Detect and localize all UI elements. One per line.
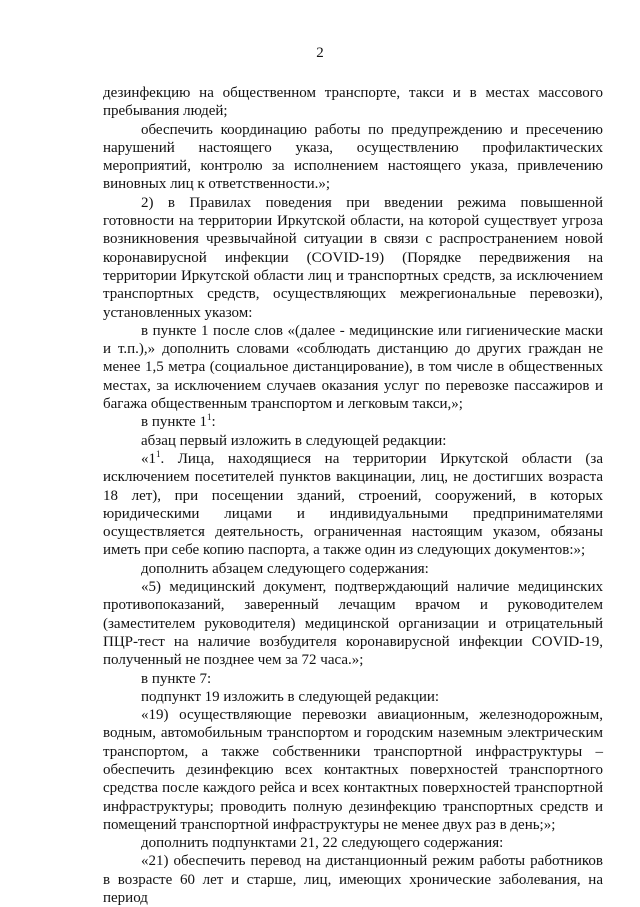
- paragraph: подпункт 19 изложить в следующей редакции:: [141, 688, 440, 705]
- paragraph: обеспечить координацию работы по предупреждению и пресечению нарушений настоящего указа, осуществлению профилактических мероприятий, контролю за исполнением настоящего указа, привлечению виновных лиц к ответственности.»;: [103, 121, 603, 193]
- paragraph: [103, 450, 603, 560]
- paragraph: дезинфекцию на общественном транспорте, такси и в местах массового пребывания людей;: [103, 85, 603, 120]
- superscript: 1: [156, 448, 161, 459]
- paragraph-text: «1: [141, 450, 156, 467]
- page-number: 2: [316, 45, 324, 61]
- paragraph: дополнить абзацем следующего содержания:: [141, 560, 429, 577]
- paragraph: «19) осуществляющие перевозки авиационным, железнодорожным, водным, автомобильным транспортом и городским наземным электрическим транспортом, а также собственники транспортной инфраструктуры – обеспечить дезинфекцию всех контактных поверхностей транспортного средства после каждого рейса и всех контактных поверхностей транспортной инфраструктуры; проводить полную дезинфекцию транспортных средств и помещений транспортной инфраструктуры не менее двух раз в день;»;: [103, 707, 603, 833]
- paragraph: 2) в Правилах поведения при введении режима повышенной готовности на территории Иркутской области, на которой существует угроза возникновения чрезвычайной ситуации в связи с распространением новой коронавирусной инфекции (COVID-19) (Порядке передвижения на территории Иркутской области лиц и транспортных средств, за исключением транспортных средств, осуществляющих межрегиональные перевозки), установленных указом:: [103, 194, 603, 321]
- document-body: [103, 84, 603, 907]
- paragraph: [103, 413, 603, 431]
- paragraph: «5) медицинский документ, подтверждающий наличие медицинских противопоказаний, заверенный лечащим врачом и руководителем (заместителем руководителя) медицинской организации и отрицательный ПЦР-тест на наличие возбудителя коронавирусной инфекции COVID-19, полученный не позднее чем за 72 часа.»;: [103, 579, 603, 669]
- paragraph-text: в пункте 1: [141, 414, 207, 431]
- paragraph: в пункте 7:: [141, 670, 212, 687]
- paragraph: в пункте 1 после слов «(далее - медицинские или гигиенические маски и т.п.),» дополнить словами «соблюдать дистанцию до других граждан не менее 1,5 метра (социальное дистанцирование), в том числе в общественных местах, за исключением случаев оказания услуг по перевозке пассажиров и багажа общественным транспортом и легковым такси,»;: [103, 322, 603, 413]
- paragraph-text: :: [211, 414, 216, 431]
- paragraph: абзац первый изложить в следующей редакции:: [141, 432, 447, 449]
- superscript: 1: [206, 412, 212, 423]
- paragraph-text: . Лица, находящиеся на территории Иркутской области (за исключением посетителей пунктов вакцинации, лиц, не достигших возраста 18 лет), при посещении зданий, строений, сооружений, в которых юридическими лицами и индивидуальными предпринимателями осуществляется деятельность, ограниченная настоящим указом, обязаны иметь при себе копию паспорта, а также один из следующих документов:»;: [103, 450, 603, 559]
- paragraph: «21) обеспечить перевод на дистанционный режим работы работников в возрасте 60 лет и старше, лиц, имеющих хронические заболевания, на период: [103, 853, 603, 907]
- paragraph: дополнить подпунктами 21, 22 следующего содержания:: [141, 835, 504, 852]
